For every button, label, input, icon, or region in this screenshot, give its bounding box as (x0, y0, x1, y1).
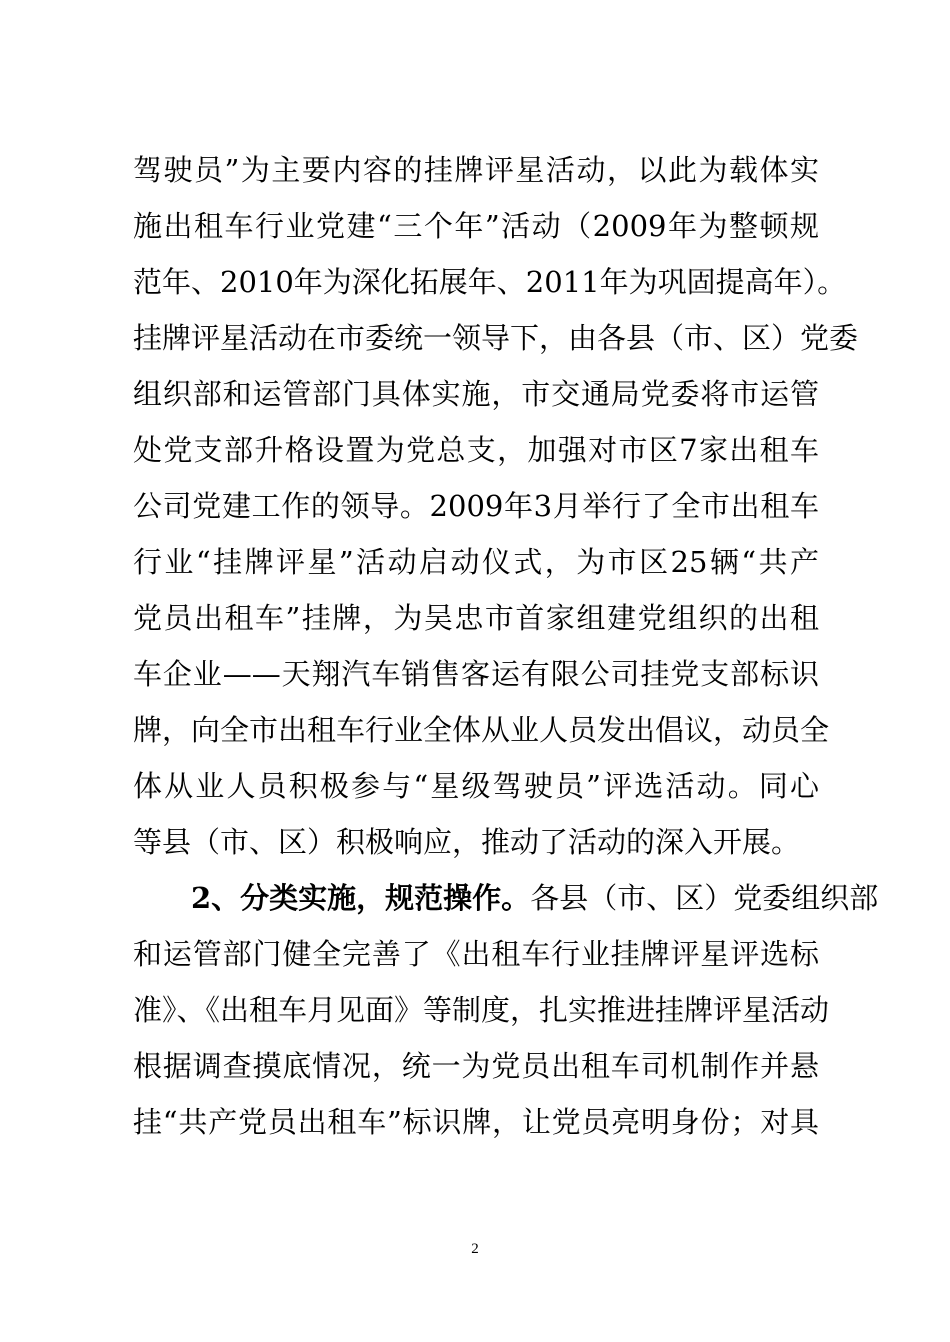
section-2-first-line (191, 876, 879, 920)
section-2-line-3: 准》、《出租车月见面》等制度，扎实推进挂牌评星活动 (133, 993, 830, 1027)
paragraph-line-10: 车企业——天翔汽车销售客运有限公司挂党支部标识 (133, 657, 819, 691)
paragraph-line-5: 组织部和运管部门具体实施，市交通局党委将市运管 (133, 377, 819, 411)
paragraph-line-8: 行业“挂牌评星”活动启动仪式，为市区25辆“共产 (133, 545, 819, 579)
paragraph-line-2: 施出租车行业党建“三个年”活动（2009年为整顿规 (133, 209, 819, 243)
paragraph-line-7: 公司党建工作的领导。2009年3月举行了全市出租车 (133, 489, 819, 523)
paragraph-line-11: 牌，向全市出租车行业全体从业人员发出倡议，动员全 (133, 713, 830, 747)
paragraph-line-6: 处党支部升格设置为党总支，加强对市区7家出租车 (133, 433, 819, 467)
paragraph-line-4: 挂牌评星活动在市委统一领导下，由各县（市、区）党委 (133, 321, 859, 355)
paragraph-line-3: 范年、2010年为深化拓展年、2011年为巩固提高年）。 (133, 265, 847, 299)
section-2-heading: 2、分类实施，规范操作。 (191, 881, 531, 915)
paragraph-line-13: 等县（市、区）积极响应，推动了活动的深入开展。 (133, 825, 801, 859)
page-number: 2 (471, 1241, 479, 1257)
section-2-line-4: 根据调查摸底情况，统一为党员出租车司机制作并悬 (133, 1049, 819, 1083)
paragraph-line-1: 驾驶员”为主要内容的挂牌评星活动，以此为载体实 (133, 153, 819, 187)
section-2-line-5: 挂“共产党员出租车”标识牌，让党员亮明身份；对具 (133, 1105, 819, 1139)
section-2-first-line-text: 各县（市、区）党委组织部 (530, 881, 879, 915)
paragraph-line-12: 体从业人员积极参与“星级驾驶员”评选活动。同心 (133, 769, 819, 803)
paragraph-line-9: 党员出租车”挂牌，为吴忠市首家组建党组织的出租 (133, 601, 819, 635)
section-2-line-2: 和运管部门健全完善了《出租车行业挂牌评星评选标 (133, 937, 819, 971)
